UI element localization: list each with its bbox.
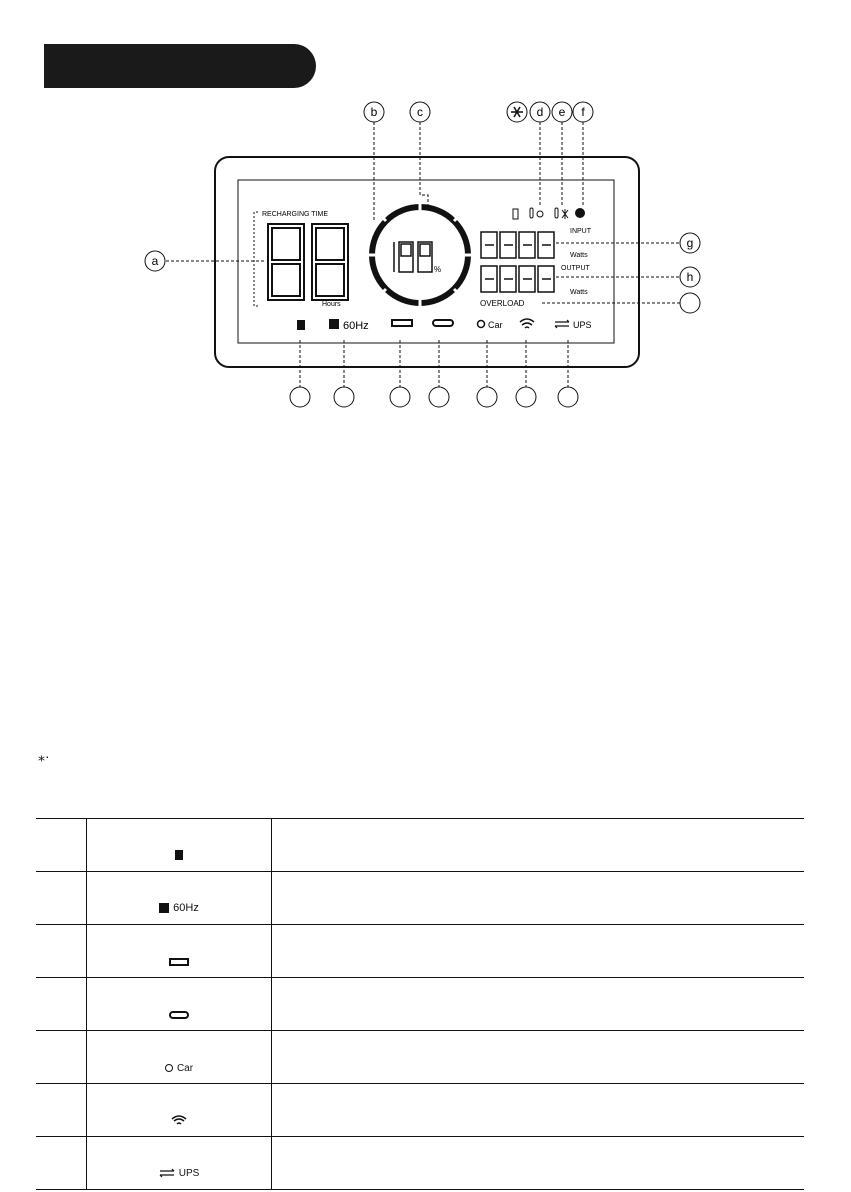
- callout-j: [290, 387, 310, 407]
- ac-outlet-icon: [329, 319, 339, 329]
- table-row: [36, 819, 804, 872]
- battery-pack-icon: [297, 320, 305, 330]
- hours-label: Hours: [322, 301, 341, 308]
- callout-n: [477, 387, 497, 407]
- svg-text:g: g: [686, 236, 694, 250]
- hz-label: 60Hz: [343, 320, 369, 332]
- car-port-icon: [165, 1064, 173, 1072]
- recharging-time-label: RECHARGING TIME: [262, 211, 328, 218]
- ups-label: UPS: [178, 1167, 200, 1179]
- input-watts-label: Watts: [570, 252, 588, 259]
- svg-text:e: e: [558, 105, 566, 119]
- svg-text:d: d: [536, 105, 544, 119]
- output-label: OUTPUT: [561, 265, 590, 272]
- footnote-dot: ·: [45, 748, 50, 764]
- callout-c: [410, 102, 430, 122]
- svg-text:b: b: [370, 105, 378, 119]
- svg-text:f: f: [581, 105, 585, 119]
- callout-b: [364, 102, 384, 122]
- percent-sign: %: [434, 265, 442, 274]
- table-row: [36, 978, 804, 1031]
- output-digits: [481, 266, 554, 292]
- recharging-bracket: [254, 212, 258, 306]
- callout-star: [507, 102, 527, 122]
- battery-icon: [513, 209, 518, 219]
- output-watts-label: Watts: [570, 289, 588, 296]
- table-row: [36, 1084, 804, 1137]
- usb-a-icon: [392, 320, 412, 326]
- ups-label: UPS: [573, 320, 592, 330]
- callout-h: [680, 267, 700, 287]
- svg-text:h: h: [686, 270, 694, 284]
- callout-g: [680, 233, 700, 253]
- callout-o: [516, 387, 536, 407]
- recharging-digits: [268, 224, 348, 300]
- callout-l: [390, 387, 410, 407]
- usb-c-icon: [433, 320, 453, 326]
- overload-label: OVERLOAD: [480, 299, 525, 308]
- star-icon: ⁎: [38, 748, 45, 764]
- car-label: Car: [488, 320, 503, 330]
- ups-icon: [159, 1168, 175, 1178]
- callout-m: [429, 387, 449, 407]
- svg-text:a: a: [151, 254, 159, 268]
- car-label: Car: [176, 1062, 194, 1074]
- input-digits: [481, 232, 554, 258]
- wireless-icon: [520, 319, 534, 328]
- table-row: [36, 925, 804, 978]
- lcd-diagram: [0, 0, 851, 420]
- hz-label: 60Hz: [173, 902, 199, 914]
- callout-k: [334, 387, 354, 407]
- percent-digits: [394, 242, 432, 272]
- callout-e: [552, 102, 572, 122]
- ups-icon: [555, 320, 569, 328]
- usb-c-icon: [169, 1011, 189, 1019]
- table-row: [36, 872, 804, 925]
- temp-low-icon: [555, 208, 568, 219]
- callout-p: [558, 387, 578, 407]
- fan-icon: [575, 208, 585, 218]
- footnote: [38, 748, 50, 765]
- battery-pack-icon: [175, 850, 183, 860]
- usb-a-icon: [169, 958, 189, 966]
- input-label: INPUT: [570, 228, 591, 235]
- table-row: [36, 1031, 804, 1084]
- wireless-icon: [171, 1115, 187, 1125]
- icon-legend-table: [36, 818, 804, 1190]
- callout-i: [680, 293, 700, 313]
- temp-high-icon: [530, 208, 543, 218]
- screen-outer-frame: [215, 157, 639, 367]
- table-row: [36, 1137, 804, 1190]
- svg-text:c: c: [417, 105, 423, 119]
- callout-d: [530, 102, 550, 122]
- ac-outlet-icon: [159, 903, 169, 913]
- callout-f: [573, 102, 593, 122]
- car-port-icon: [478, 321, 485, 328]
- callout-a: [145, 251, 165, 271]
- leader-lines: [166, 122, 680, 388]
